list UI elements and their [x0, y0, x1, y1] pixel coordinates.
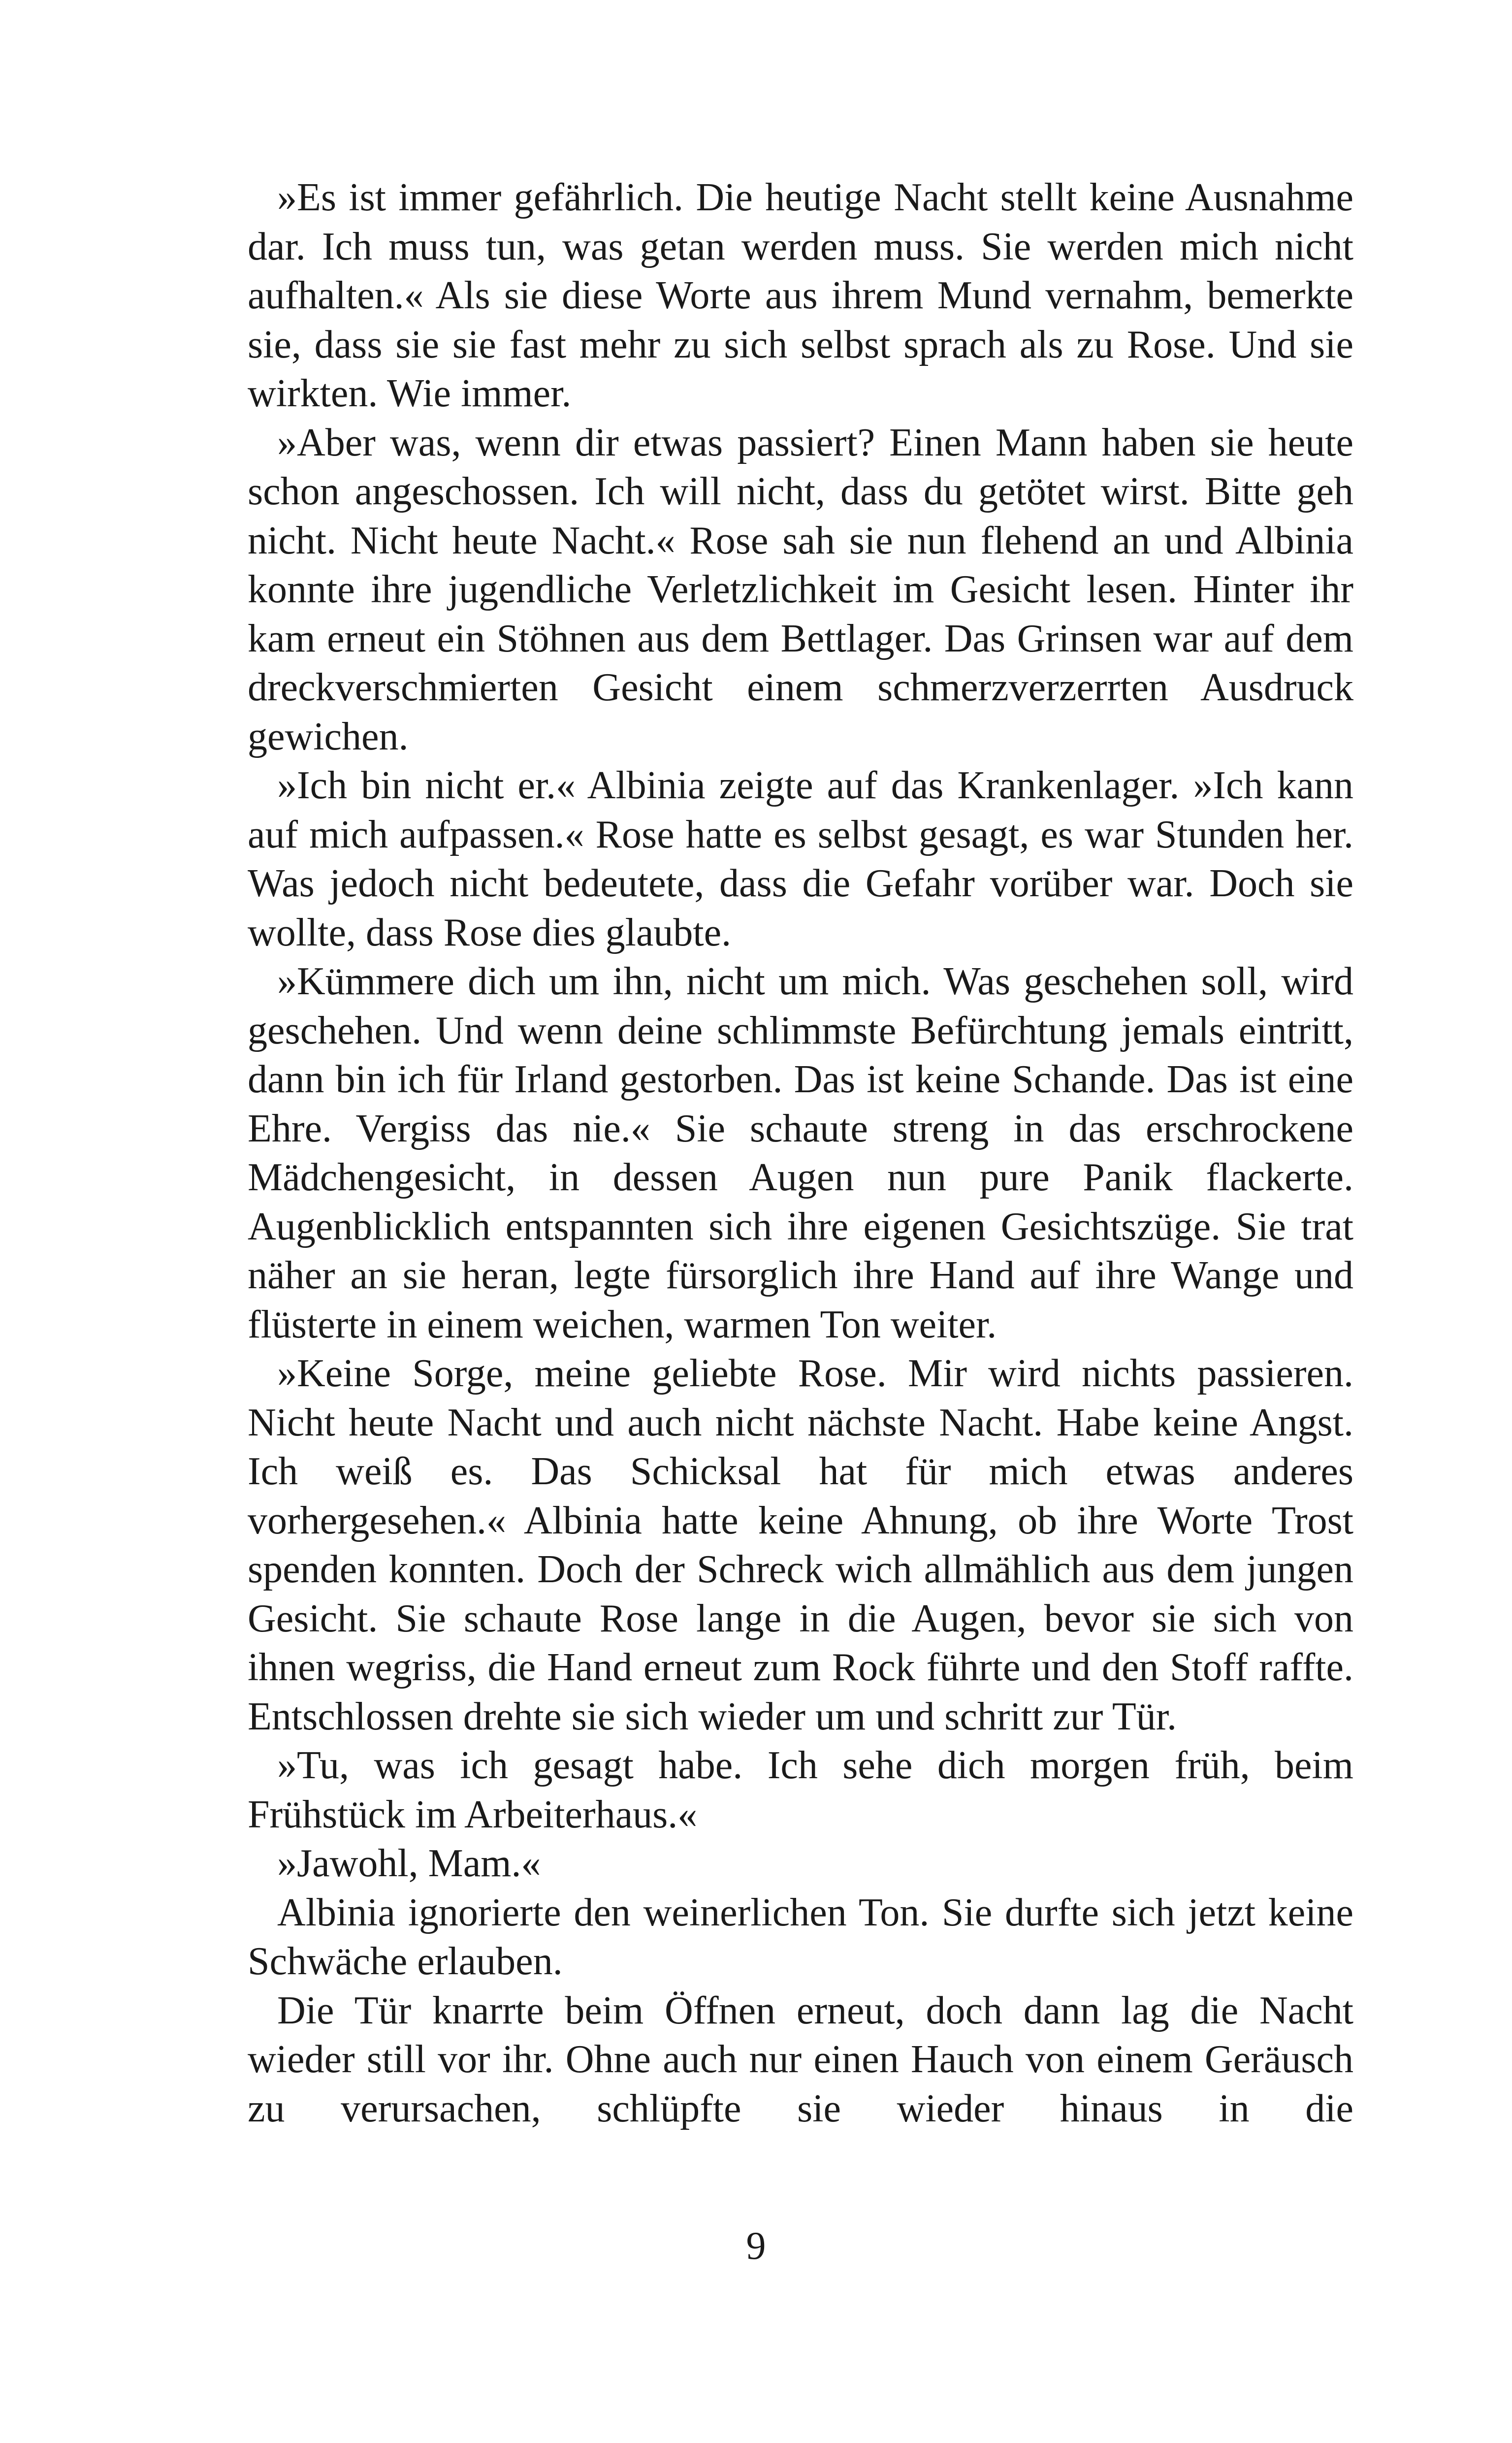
paragraph: »Jawohl, Mam.« [277, 1842, 541, 1885]
paragraph: »Aber was, wenn dir etwas passiert? Einen Mann haben sie heute schon angeschossen. Ich will nicht, dass du getötet wirst. Bitte geh nicht. Nicht heute Nacht.« Rose sah sie nun flehend an und Albinia konnte ihre jugendliche Verletzlichkeit im Gesicht lesen. Hinter ihr kam erneut ein Stöhnen aus dem Bettlager. Das Grinsen war auf dem dreckverschmierten Gesicht einem schmerzverzerrten Ausdruck gewichen. [248, 421, 1353, 758]
paragraph: »Tu, was ich gesagt habe. Ich sehe dich morgen früh, beim Frühstück im Arbeiterhaus.« [248, 1744, 1353, 1836]
paragraph: »Kümmere dich um ihn, nicht um mich. Was geschehen soll, wird geschehen. Und wenn deine schlimmste Befürchtung jemals eintritt, dann bin ich für Irland gestorben. Das ist keine Schande. Das ist eine Ehre. Vergiss das nie.« Sie schaute streng in das erschrockene Mädchengesicht, in dessen Augen nun pure Panik flackerte. Augenblicklich entspannten sich ihre eigenen Gesichtszüge. Sie trat näher an sie heran, legte fürsorglich ihre Hand auf ihre Wange und flüsterte in einem weichen, warmen Ton weiter. [248, 960, 1353, 1346]
paragraph: »Keine Sorge, meine geliebte Rose. Mir wird nichts passieren. Nicht heute Nacht und auch nicht nächste Nacht. Habe keine Angst. Ich weiß es. Das Schicksal hat für mich etwas anderes vorhergesehen.« Albinia hatte keine Ahnung, ob ihre Worte Trost spenden konnten. Doch der Schreck wich allmählich aus dem jungen Gesicht. Sie schaute Rose lange in die Augen, bevor sie sich von ihnen wegriss, die Hand erneut zum Rock führte und den Stoff raffte. Entschlossen drehte sie sich wieder um und schritt zur Tür. [248, 1352, 1353, 1738]
page-number: 9 [746, 2224, 766, 2268]
paragraph: »Ich bin nicht er.« Albinia zeigte auf das Krankenlager. »Ich kann auf mich aufpassen.« Rose hatte es selbst gesagt, es war Stunden her. Was jedoch nicht bedeutete, dass die Gefahr vorüber war. Doch sie wollte, dass Rose dies glaubte. [248, 764, 1353, 954]
paragraph: »Es ist immer gefährlich. Die heutige Nacht stellt keine Ausnahme dar. Ich muss tun, was getan werden muss. Sie werden mich nicht aufhalten.« Als sie diese Worte aus ihrem Mund vernahm, bemerkte sie, dass sie sie fast mehr zu sich selbst sprach als zu Rose. Und sie wirkten. Wie immer. [248, 176, 1353, 415]
paragraph: Albinia ignorierte den weinerlichen Ton. Sie durfte sich jetzt keine Schwäche erlauben. [248, 1890, 1353, 1983]
body-text [248, 173, 1353, 2133]
paragraph: Die Tür knarrte beim Öffnen erneut, doch dann lag die Nacht wieder still vor ihr. Ohne auch nur einen Hauch von einem Geräusch zu verursachen, schlüpfte sie wieder hinaus in die [248, 1988, 1353, 2130]
